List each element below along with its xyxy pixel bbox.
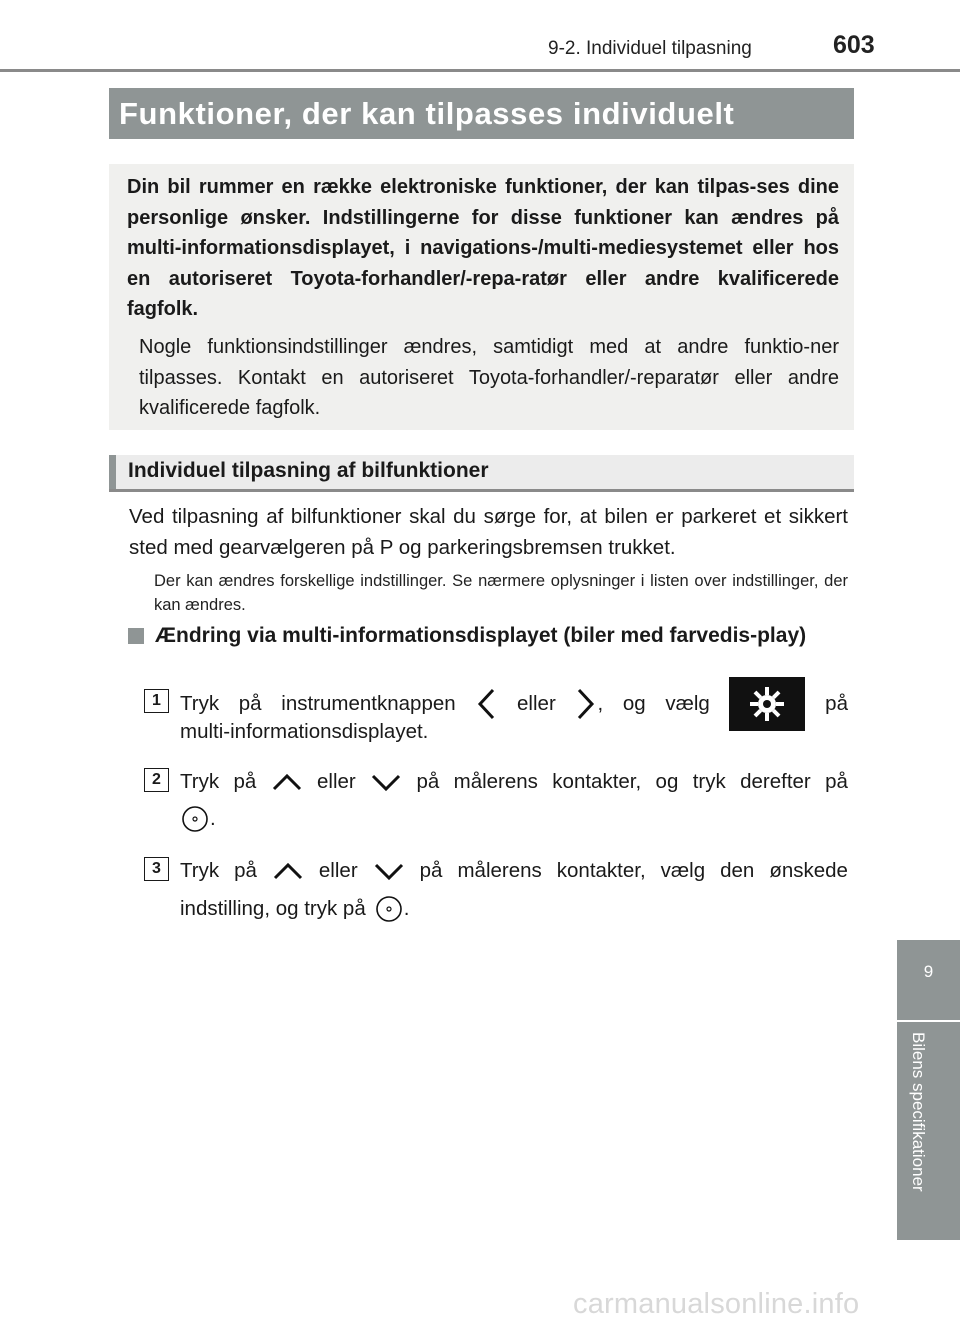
word: eller xyxy=(318,859,358,882)
chevron-right-icon xyxy=(575,687,597,721)
step-2-line-2 xyxy=(180,804,216,834)
subheading-bar xyxy=(109,455,854,492)
word: på xyxy=(234,859,257,882)
subheading: Individuel tilpasning af bilfunktioner xyxy=(128,459,489,482)
word: eller xyxy=(517,692,556,715)
word: målerens xyxy=(457,859,542,882)
step-number-2: 2 xyxy=(144,768,169,792)
word: på xyxy=(416,770,440,793)
word: instrumentknappen xyxy=(281,692,456,715)
word: . xyxy=(403,897,410,920)
chevron-down-icon xyxy=(370,772,402,792)
step-3-line-2 xyxy=(180,894,409,924)
section-title: Ændring via multi-informationsdisplayet (biler med farvedis-play) xyxy=(155,624,807,647)
step-3-line-1 xyxy=(180,855,848,887)
gear-icon xyxy=(729,677,805,731)
intro-box xyxy=(109,164,854,430)
chevron-up-icon xyxy=(272,861,304,881)
word: på xyxy=(238,692,262,715)
word: Tryk xyxy=(180,692,220,715)
intro-text: Din bil rummer en række elektroniske funktioner, der kan tilpas-ses dine personlige ønsker. Indstillingerne for disse funktioner kan ændres på multi-informationsdisplayet, i navigations-/multi-mediesystemet eller hos en autoriseret Toyota-forhandler/-repa-ratør eller andre kvalificerede fagfolk. xyxy=(127,176,839,320)
page-title-bar xyxy=(109,88,854,139)
step-1-line-2: multi-informationsdisplayet. xyxy=(180,720,429,743)
word: på xyxy=(825,692,848,715)
word: den xyxy=(720,859,755,882)
right-chevron-group xyxy=(575,687,603,721)
word: på xyxy=(233,770,257,793)
word: på xyxy=(419,859,443,882)
chevron-left-icon xyxy=(475,687,497,721)
page-number: 603 xyxy=(833,31,875,59)
word: . xyxy=(210,807,216,830)
ok-circle-icon xyxy=(374,894,404,924)
chapter-side-tab xyxy=(897,940,960,1240)
word: kontakter, xyxy=(556,859,646,882)
word: og xyxy=(622,692,646,715)
small-note: Der kan ændres forskellige indstillinger. Se nærmere oplysninger i listen over indstillinger, der kan ændres. xyxy=(154,572,848,614)
step-1-line-1 xyxy=(180,688,848,720)
subheading-accent xyxy=(109,455,116,489)
word: ønskede xyxy=(769,859,848,882)
chapter-label: Bilens specifikationer xyxy=(909,1032,928,1192)
watermark: carmanualsonline.info xyxy=(573,1288,860,1320)
word: eller xyxy=(316,770,356,793)
word: derefter xyxy=(740,770,811,793)
ok-circle-icon xyxy=(180,804,210,834)
side-tab-divider xyxy=(897,1020,960,1022)
step-number-1: 1 xyxy=(144,689,169,713)
chevron-down-icon xyxy=(373,861,405,881)
body-paragraph: Ved tilpasning af bilfunktioner skal du sørge for, at bilen er parkeret et sikkert sted med gearvælgeren på P og parkeringsbremsen trukket. xyxy=(129,505,848,559)
word: Tryk xyxy=(180,770,220,793)
word: og xyxy=(655,770,679,793)
page-title: Funktioner, der kan tilpasses individuelt xyxy=(119,96,735,131)
word: kontakter, xyxy=(552,770,642,793)
word: indstilling, og tryk på xyxy=(180,897,366,920)
word: vælg xyxy=(665,692,710,715)
header-section-title: 9-2. Individuel tilpasning xyxy=(548,38,752,59)
chevron-up-icon xyxy=(271,772,303,792)
step-2-line-1 xyxy=(180,766,848,798)
word: vælg xyxy=(660,859,706,882)
section-bullet-square xyxy=(128,628,144,644)
intro-note: Nogle funktionsindstillinger ændres, samtidigt med at andre funktio-ner tilpasses. Kontakt en autoriseret Toyota-forhandler/-reparatør eller andre kvalificerede fagfolk. xyxy=(139,336,839,419)
header-divider xyxy=(0,69,960,72)
word: målerens xyxy=(453,770,538,793)
word: tryk xyxy=(692,770,726,793)
chapter-number: 9 xyxy=(923,962,934,981)
word: Tryk xyxy=(180,859,220,882)
word: , xyxy=(597,692,604,715)
step-number-3: 3 xyxy=(144,857,169,881)
word: på xyxy=(825,770,848,793)
